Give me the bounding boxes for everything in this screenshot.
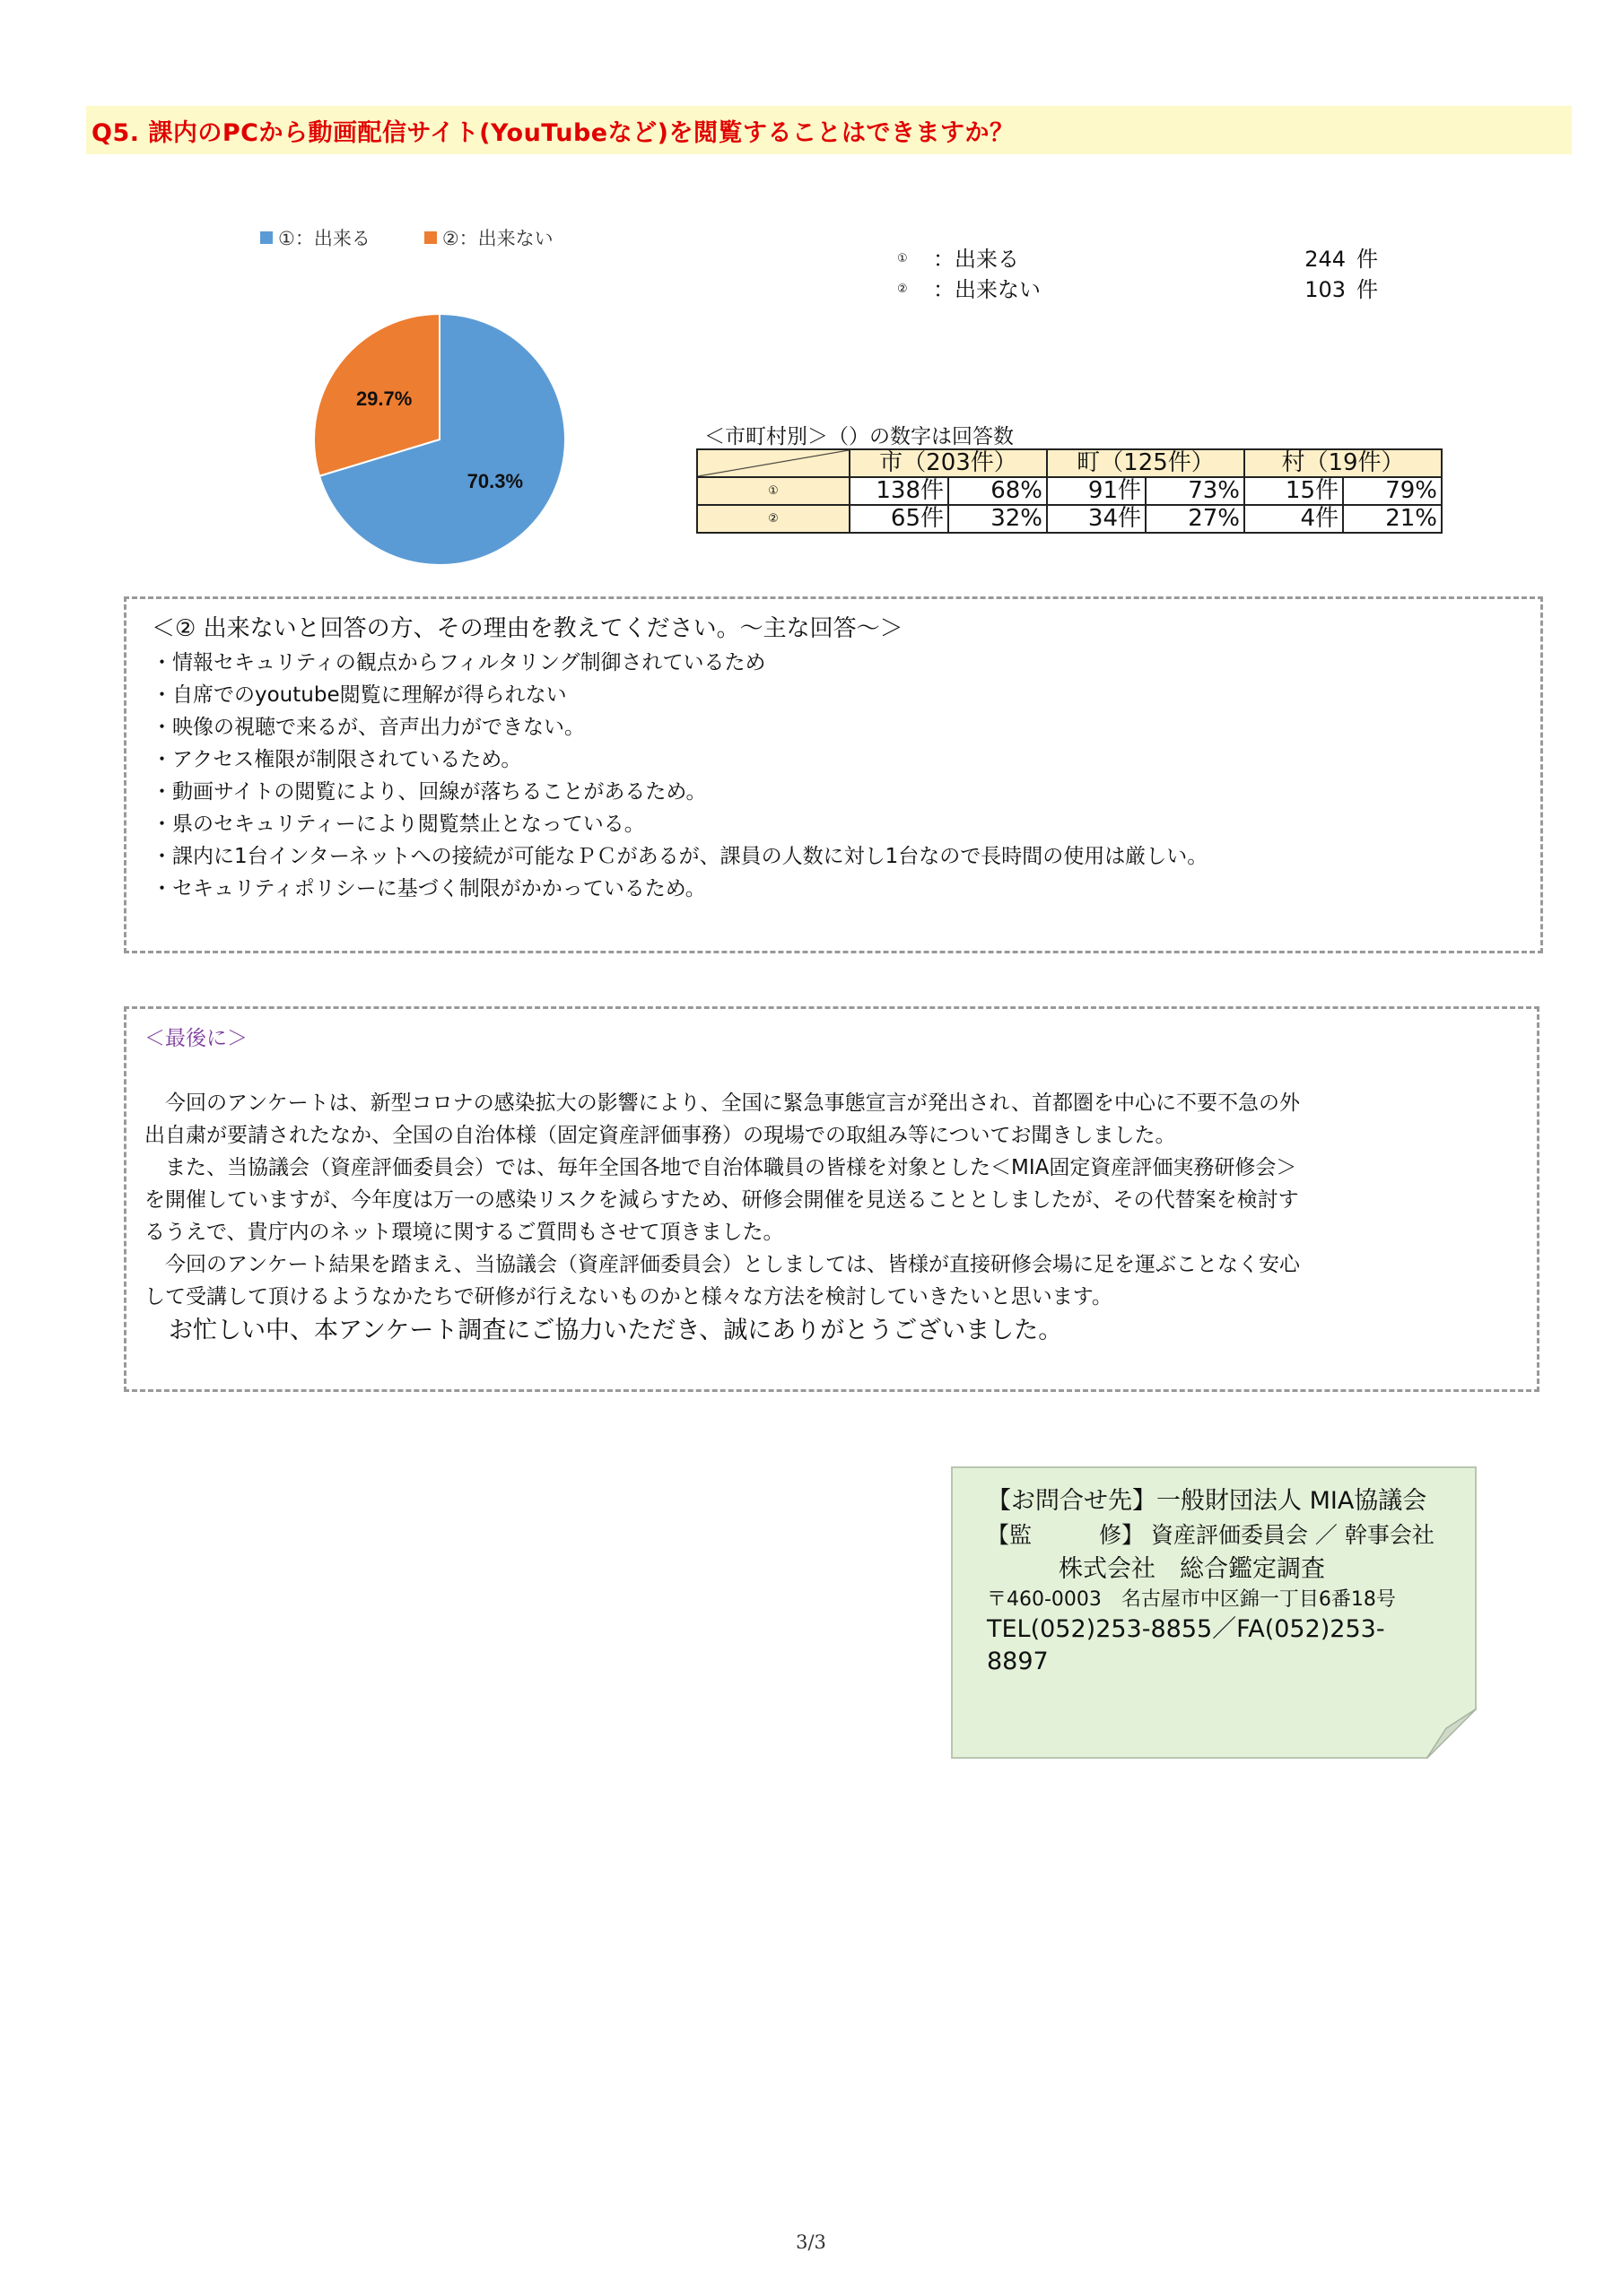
- pie-label-yes: 70.3%: [467, 469, 524, 492]
- contact-company: 株式会社 総合鑑定調査: [1059, 1555, 1325, 1583]
- table-cell: 4件: [1244, 505, 1343, 533]
- chart-legend: [260, 224, 554, 251]
- legend-item-yes: [260, 224, 371, 251]
- table-cell: 65件: [850, 505, 948, 533]
- contact-supervision: 【監 修】 資産評価委員会 ／ 幹事会社: [987, 1522, 1435, 1548]
- count-unit-no: 件: [1356, 277, 1378, 302]
- table-cell: 21%: [1343, 505, 1442, 533]
- legend-label-yes: ①：出来る: [278, 228, 371, 249]
- reason-item: ・アクセス権限が制限されているため。: [152, 748, 522, 771]
- closing-line: また、当協議会（資産評価委員会）では、毎年全国各地で自治体職員の皆様を対象とした＜MIA固定資産評価実務研修会＞: [144, 1156, 1297, 1179]
- count-label-yes: ：出来る: [933, 247, 1019, 272]
- contact-phone-fax: TEL(052)253-8855／FA(052)253-8897: [987, 1615, 1385, 1675]
- table-cell: 32%: [948, 505, 1047, 533]
- question-title: Q5. 課内のPCから動画配信サイト(YouTubeなど)を閲覧することはできますか？: [92, 118, 1015, 147]
- table-row: [697, 505, 1442, 533]
- contact-note: [951, 1466, 1477, 1759]
- reason-item: ・映像の視聴で来るが、音声出力ができない。: [152, 716, 585, 739]
- count-value-yes: 244: [1304, 247, 1346, 272]
- pie-label-no: 29.7%: [355, 387, 413, 411]
- count-unit-yes: 件: [1356, 247, 1378, 272]
- closing-line: して受講して頂けるようなかたちで研修が行えないものかと様々な方法を検討していきたいと思います。: [144, 1285, 1112, 1309]
- page-number: 3/3: [796, 2231, 826, 2253]
- table-cell: 27%: [1146, 505, 1244, 533]
- table-cell: 34件: [1047, 505, 1146, 533]
- contact-address: 〒460-0003 名古屋市中区錦一丁目6番18号: [987, 1588, 1396, 1611]
- count-mark-yes: ①: [897, 252, 908, 265]
- reasons-box: [124, 596, 1543, 953]
- answer-counts: [897, 244, 1378, 305]
- closing-heading: ＜最後に＞: [144, 1027, 248, 1050]
- reason-item: ・情報セキュリティの観点からフィルタリング制御されているため: [152, 651, 766, 674]
- table-cell: 138件: [850, 477, 948, 505]
- closing-box: [124, 1006, 1539, 1392]
- table-header-row: [697, 449, 1442, 477]
- legend-item-no: [424, 224, 554, 251]
- table-cell: 73%: [1146, 477, 1244, 505]
- pie-chart: [305, 305, 574, 574]
- count-row-yes: [897, 244, 1378, 274]
- closing-line: 出自粛が要請されたなか、全国の自治体様（固定資産評価事務）の現場での取組み等についてお聞きしました。: [144, 1124, 1176, 1147]
- page-curl-icon: [1426, 1709, 1477, 1759]
- table-row-label: ①: [697, 477, 850, 505]
- legend-swatch-yes: [260, 231, 273, 244]
- reason-item: ・課内に1台インターネットへの接続が可能なＰＣがあるが、課員の人数に対し1台なので長時間の使用は厳しい。: [152, 845, 1208, 868]
- table-header-town: 町（125件）: [1047, 449, 1244, 477]
- table-header-village: 村（19件）: [1244, 449, 1442, 477]
- count-mark-no: ②: [897, 283, 908, 296]
- breakdown-table: [696, 448, 1443, 534]
- table-cell: 68%: [948, 477, 1047, 505]
- pie-chart-svg: [305, 305, 574, 574]
- contact-organization: 【お問合せ先】一般財団法人 MIA協議会: [987, 1487, 1427, 1515]
- closing-line: 今回のアンケート結果を踏まえ、当協議会（資産評価委員会）としましては、皆様が直接研修会場に足を運ぶことなく安心: [144, 1253, 1300, 1276]
- table-header-city: 市（203件）: [850, 449, 1047, 477]
- legend-swatch-no: [424, 231, 437, 244]
- table-corner-cell: [697, 449, 850, 477]
- table-row: [697, 477, 1442, 505]
- closing-line: 今回のアンケートは、新型コロナの感染拡大の影響により、全国に緊急事態宣言が発出され、首都圏を中心に不要不急の外: [144, 1091, 1300, 1115]
- legend-label-no: ②：出来ない: [441, 228, 554, 249]
- reason-item: ・動画サイトの閲覧により、回線が落ちることがあるため。: [152, 780, 707, 804]
- count-row-no: [897, 274, 1378, 305]
- reasons-heading: ＜② 出来ないと回答の方、その理由を教えてください。～主な回答～＞: [152, 615, 903, 642]
- closing-thanks: お忙しい中、本アンケート調査にご協力いただき、誠にありがとうございました。: [144, 1317, 1063, 1344]
- table-row-label: ②: [697, 505, 850, 533]
- reason-item: ・セキュリティポリシーに基づく制限がかかっているため。: [152, 877, 706, 900]
- table-cell: 15件: [1244, 477, 1343, 505]
- reason-item: ・自席でのyoutube閲覧に理解が得られない: [152, 683, 567, 707]
- count-value-no: 103: [1304, 277, 1346, 302]
- count-label-no: ：出来ない: [933, 277, 1041, 302]
- closing-line: るうえで、貴庁内のネット環境に関するご質問もさせて頂きました。: [144, 1221, 784, 1244]
- reason-item: ・県のセキュリティーにより閲覧禁止となっている。: [152, 813, 645, 836]
- closing-line: を開催していますが、今年度は万一の感染リスクを減らすため、研修会開催を見送ることとしましたが、その代替案を検討す: [144, 1188, 1299, 1212]
- question-header: [86, 106, 1572, 154]
- table-cell: 91件: [1047, 477, 1146, 505]
- table-cell: 79%: [1343, 477, 1442, 505]
- breakdown-title: ＜市町村別＞（）の数字は回答数: [704, 425, 1014, 448]
